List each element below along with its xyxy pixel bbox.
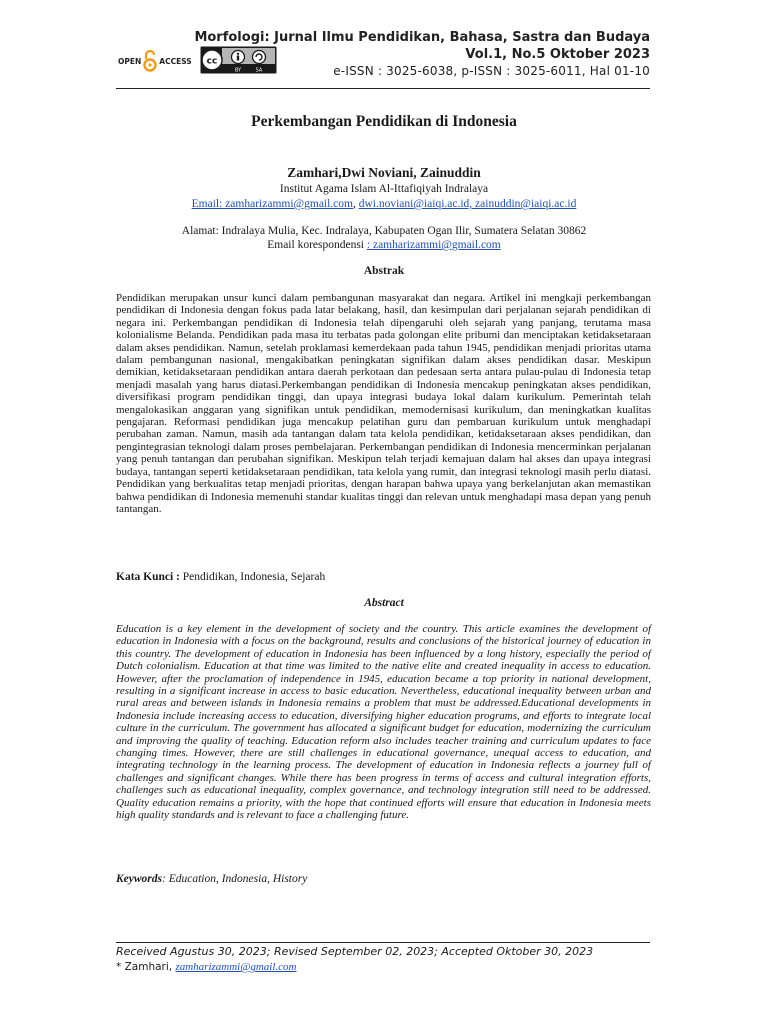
footnote-author: * Zamhari, xyxy=(116,961,176,973)
journal-issn: e-ISSN : 3025-6038, p-ISSN : 3025-6011, Hal 01-10 xyxy=(333,64,650,78)
abstract-text: Education is a key element in the development of society and the country. This article examines the development of education in Indonesia with a focus on the background, results and conclusions of the historical journey of education in this country. The development of education in Indonesia has been influenced by a long history, especially the period of Dutch colonialism. Education at that time was limited to the native elite and created inequality in access to education. However, after the proclamation of independence in 1945, education became a top priority in national development, resulting in a significant increase in access to basic education. Nevertheless, educational inequality between urban and rural areas and between islands in Indonesia remains a problem that must be addressed.Educational developments in Indonesia include increasing access to education, diversifying higher education programs, and efforts to integrate local culture in the curriculum. The government has allocated a significant budget for education, modernizing the curriculum and improving the quality of teaching. Education reform also includes teacher training and curriculum updates to face changing times. However, there are still challenges in educational governance, unequal access to education, and integrating technology in the learning process. The development of education in Indonesia reflects a journey full of challenges and significant changes. While there has been progress in terms of access and cultural integration efforts, challenges such as educational inequality, complex governance, and technology integration still need to be addressed. Quality education remains a priority, with the hope that continued efforts will ensure that education in Indonesia meets high quality standards and is relevant to face a challenging future. xyxy=(116,623,651,822)
paper-title: Perkembangan Pendidikan di Indonesia xyxy=(251,113,517,130)
open-access-label-right: ACCESS xyxy=(159,56,192,66)
received-dates: Received Agustus 30, 2023; Revised September 02, 2023; Accepted Oktober 30, 2023 xyxy=(116,945,594,958)
affiliation-institute: Institut Agama Islam Al-Ittafiqiyah Indralaya xyxy=(279,183,489,195)
keywords-value: : Education, Indonesia, History xyxy=(162,873,308,885)
cc-by-label: BY xyxy=(234,67,242,74)
svg-text:cc: cc xyxy=(206,56,218,67)
kata-kunci-label: Kata Kunci : xyxy=(116,571,183,583)
open-access-label-left: OPEN xyxy=(118,56,142,66)
abstrak-text: Pendidikan merupakan unsur kunci dalam pembangunan masyarakat dan negara. Artikel ini mengkaji perkembangan pendidikan di Indonesia dengan fokus pada latar belakang, hasil, dan kesimpulan dari perjalanan sejarah pendidikan di negara ini. Perkembangan pendidikan di Indonesia telah dipengaruhi oleh sejarah yang panjang, terutama masa kolonialisme Belanda. Pendidikan pada masa itu terbatas pada golongan elite pribumi dan menciptakan ketidaksetaraan dalam akses pendidikan. Namun, setelah proklamasi kemerdekaan pada tahun 1945, pendidikan menjadi prioritas utama dalam pembangunan nasional, mengakibatkan peningkatan signifikan dalam akses pendidikan dasar. Meskipun demikian, ketidaksetaraan pendidikan antara daerah perkotaan dan pedesaan serta antara pulau-pulau di Indonesia tetap menjadi masalah yang harus diatasi.Perkembangan pendidikan di Indonesia mencakup peningkatan akses pendidikan, diversifikasi program pendidikan tinggi, dan upaya integrasi budaya lokal dalam kurikulum. Pemerintah telah mengalokasikan anggaran yang signifikan untuk pendidikan, memodernisasi kurikulum, dan meningkatkan kualitas pengajaran. Reformasi pendidikan juga mencakup pelatihan guru dan pembaruan kurikulum untuk menghadapi perubahan zaman. Namun, masih ada tantangan dalam tata kelola pendidikan, ketidaksetaraan akses pendidikan, dan pengintegrasian teknologi dalam proses pembelajaran. Perkembangan pendidikan di Indonesia mencerminkan perjalanan yang penuh tantangan dan perubahan signifikan. Meskipun telah terjadi kemajuan dalam hal akses dan upaya integrasi budaya, tantangan seperti ketidaksetaraan pendidikan, tata kelola yang rumit, dan integrasi teknologi masih perlu diatasi. Pendidikan yang berkualitas tetap menjadi prioritas, dengan harapan bahwa upaya yang berkelanjutan akan memastikan bahwa pendidikan di Indonesia memenuhi standar kualitas tinggi dan relevan untuk menghadapi masa depan yang penuh tantangan. xyxy=(116,292,651,515)
corresponding-label: Email korespondensi xyxy=(267,239,367,251)
cc-license-badge xyxy=(200,46,277,74)
paper-authors: Zamhari,Dwi Noviani, Zainuddin xyxy=(287,165,481,180)
kata-kunci xyxy=(116,571,325,583)
open-lock-icon xyxy=(143,50,157,72)
journal-name: Morfologi: Jurnal Ilmu Pendidikan, Bahasa, Sastra dan Budaya xyxy=(194,30,650,45)
abstrak-heading: Abstrak xyxy=(363,265,405,277)
corresponding-email-link[interactable]: : zamharizammi@gmail.com xyxy=(366,239,501,251)
abstract-heading: Abstract xyxy=(364,597,404,609)
cc-sa-label: SA xyxy=(255,67,263,74)
email-link-secondary[interactable]: dwi.noviani@iaiqi.ac.id, zainuddin@iaiqi.ac.id xyxy=(358,198,577,210)
affiliation-address: Alamat: Indralaya Mulia, Kec. Indralaya, Kabupaten Ogan Ilir, Sumatera Selatan 30862 xyxy=(181,225,587,237)
author-footnote xyxy=(116,961,297,973)
email-label: Email: xyxy=(191,198,226,210)
journal-volume: Vol.1, No.5 Oktober 2023 xyxy=(465,47,650,62)
footer-divider xyxy=(116,942,650,943)
affiliation-emails xyxy=(0,197,768,211)
footnote-email-link[interactable]: zamharizammi@gmail.com xyxy=(175,961,297,973)
email-separator: , xyxy=(352,198,359,210)
kata-kunci-value: Pendidikan, Indonesia, Sejarah xyxy=(182,571,326,583)
corresponding-email xyxy=(0,238,768,252)
keywords xyxy=(116,873,307,885)
open-access-logo xyxy=(118,50,192,72)
header-divider xyxy=(116,88,650,89)
email-link-primary[interactable]: zamharizammi@gmail.com xyxy=(225,198,353,210)
keywords-label: Keywords xyxy=(116,873,162,885)
